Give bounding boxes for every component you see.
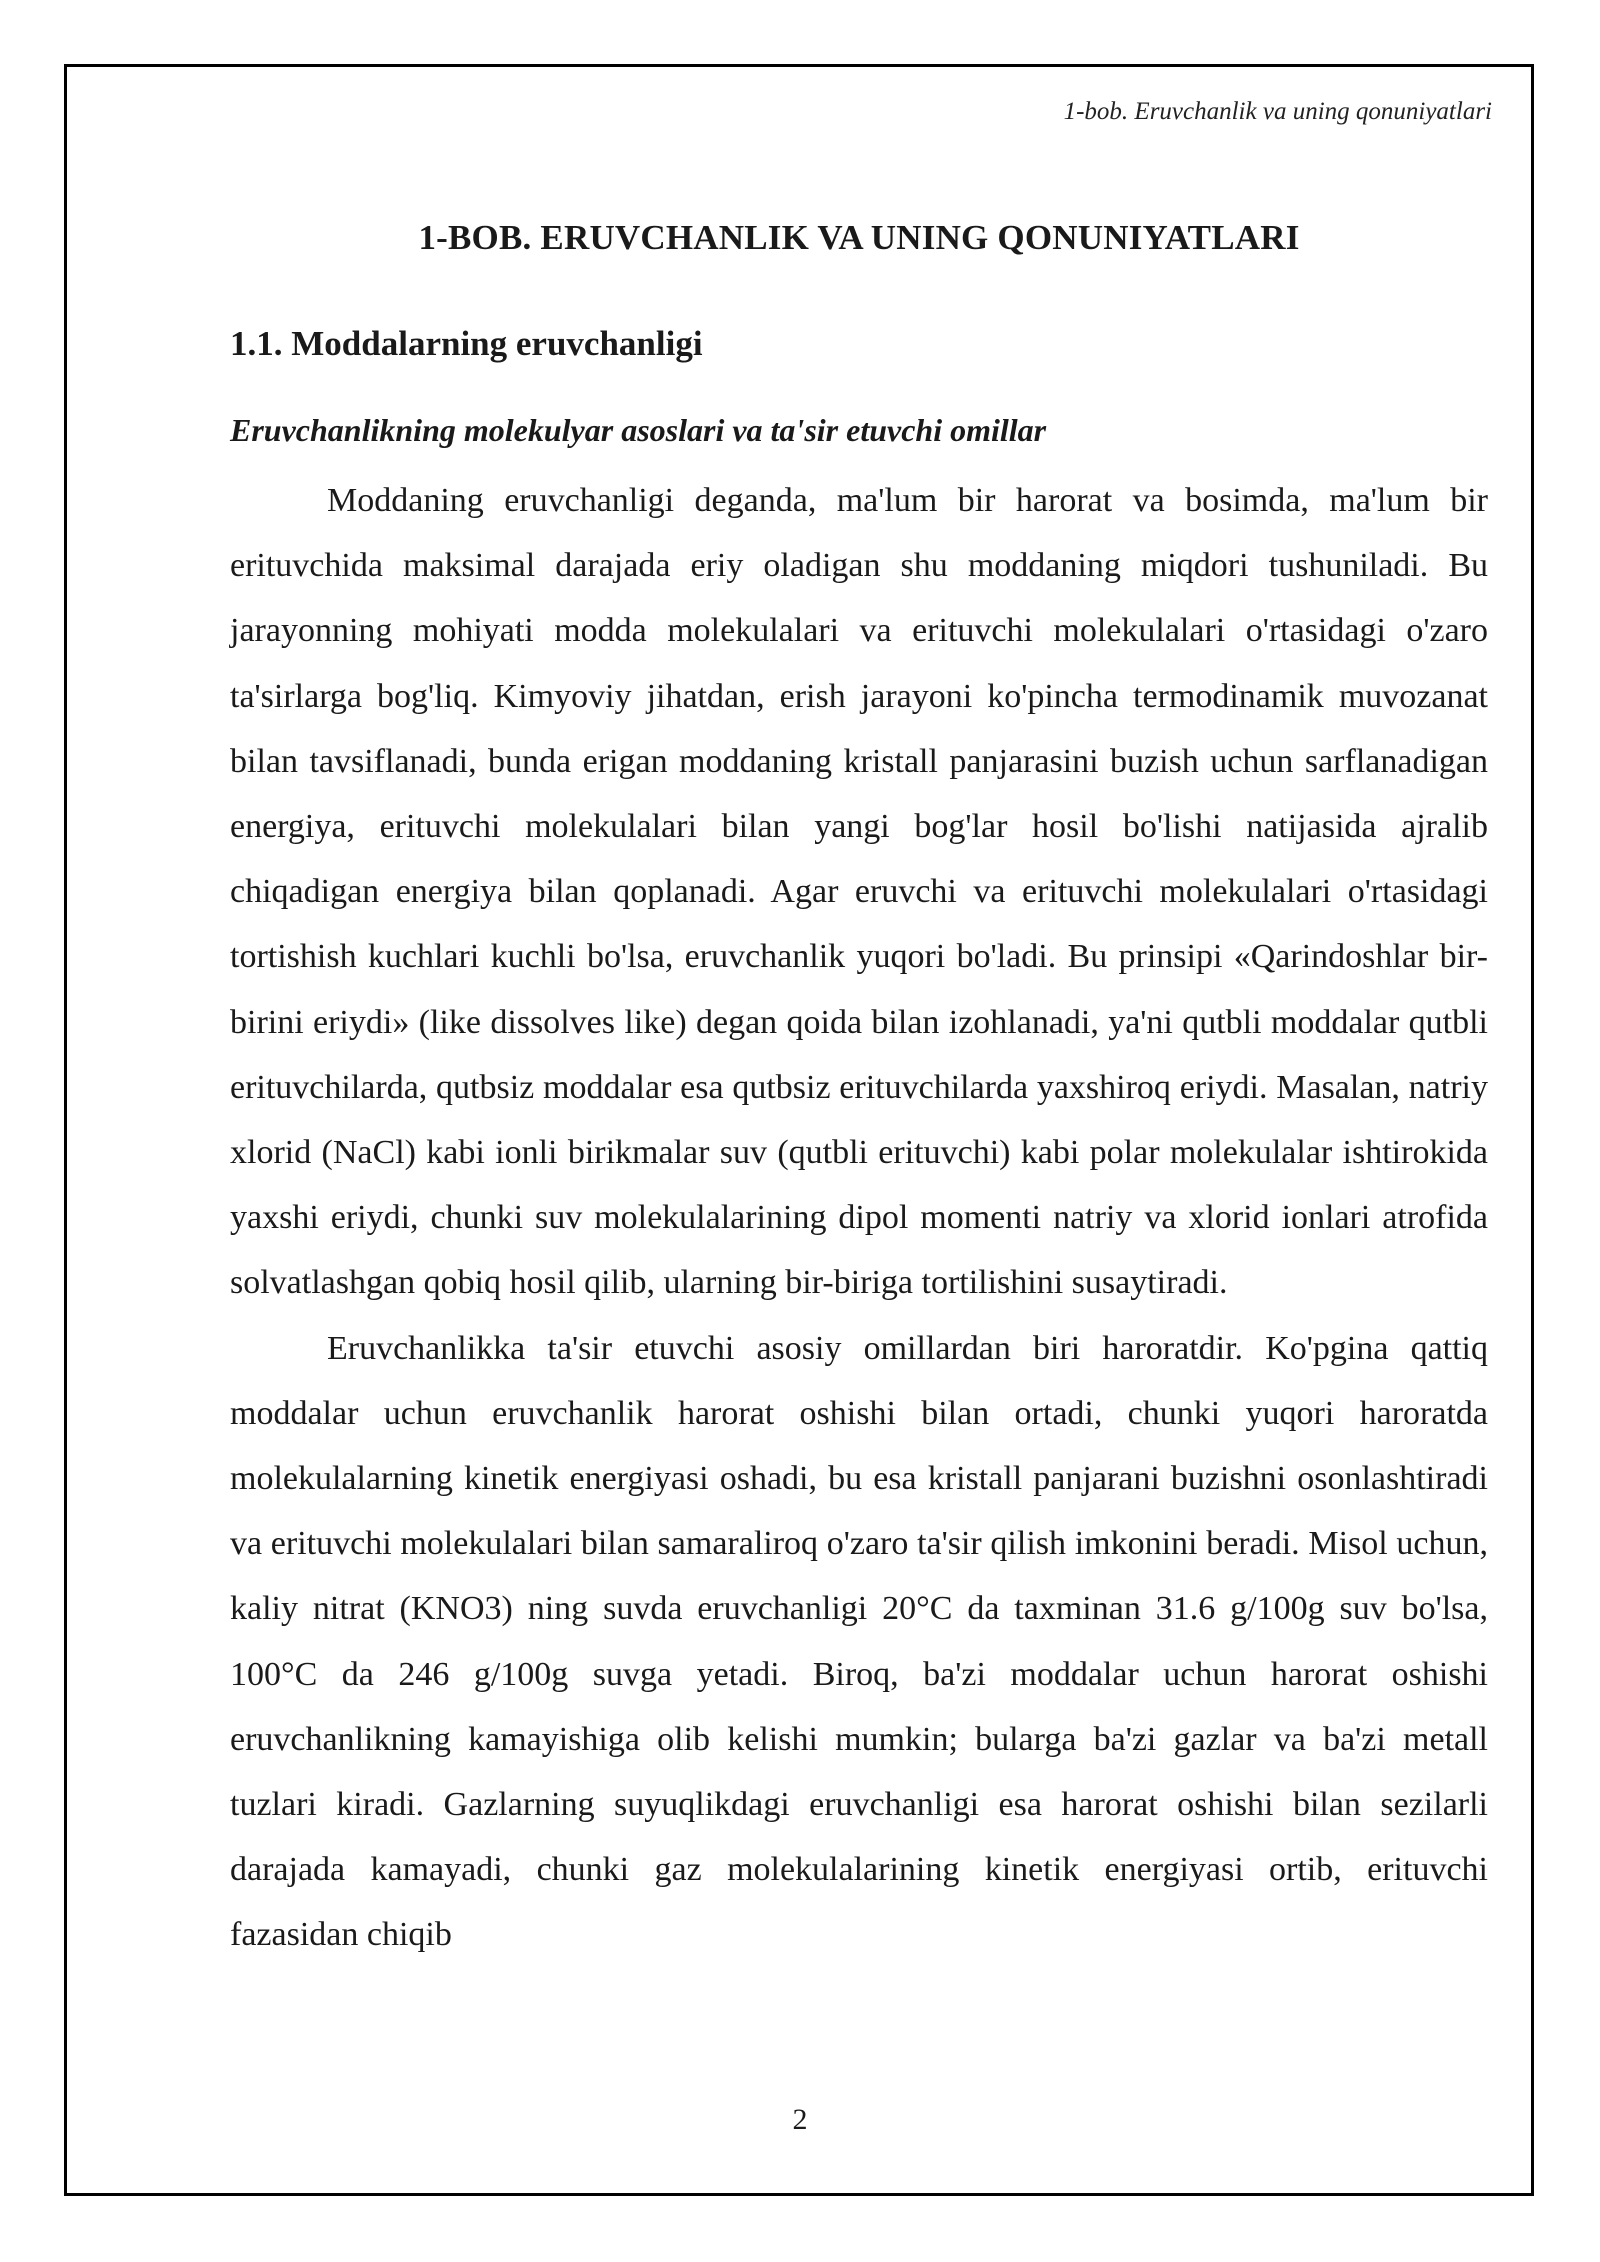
- subsection-title: Eruvchanlikning molekulyar asoslari va ta'sir etuvchi omillar: [230, 412, 1047, 448]
- body-paragraph: Eruvchanlikka ta'sir etuvchi asosiy omillardan biri haroratdir. Ko'pgina qattiq moddalar uchun eruvchanlik harorat oshishi bilan ortadi, chunki yuqori haroratda molekulalarning kinetik energiyasi oshadi, bu esa kristall panjarani buzishni osonlashtiradi va erituvchi molekulalari bilan samaraliroq o'zaro ta'sir qilish imkonini beradi. Misol uchun, kaliy nitrat (KNO3) ning suvda eruvchanligi 20°C da taxminan 31.6 g/100g suv bo'lsa, 100°C da 246 g/100g suvga yetadi. Biroq, ba'zi moddalar uchun harorat oshishi eruvchanlikning kamayishiga olib kelishi mumkin; bularga ba'zi gazlar va ba'zi metall tuzlari kiradi. Gazlarning suyuqlikdagi eruvchanligi esa harorat oshishi bilan sezilarli darajada kamayadi, chunki gaz molekulalarining kinetik energiyasi ortib, erituvchi fazasidan chiqib: [230, 1329, 1488, 1954]
- section-title: 1.1. Moddalarning eruvchanligi: [230, 324, 703, 363]
- running-header: 1-bob. Eruvchanlik va uning qonuniyatlari: [1063, 98, 1492, 125]
- page-number: 2: [792, 2103, 808, 2136]
- body-paragraph: Moddaning eruvchanligi deganda, ma'lum bir harorat va bosimda, ma'lum bir erituvchida maksimal darajada eriy oladigan shu moddaning miqdori tushuniladi. Bu jarayonning mohiyati modda molekulalari va erituvchi molekulalari o'rtasidagi o'zaro ta'sirlarga bog'liq. Kimyoviy jihatdan, erish jarayoni ko'pincha termodinamik muvozanat bilan tavsiflanadi, bunda erigan moddaning kristall panjarasini buzish uchun sarflanadigan energiya, erituvchi molekulalari bilan yangi bog'lar hosil bo'lishi natijasida ajralib chiqadigan energiya bilan qoplanadi. Agar eruvchi va erituvchi molekulalari o'rtasidagi tortishish kuchlari kuchli bo'lsa, eruvchanlik yuqori bo'ladi. Bu prinsipi «Qarindoshlar bir-birini eriydi» (like dissolves like) degan qoida bilan izohlanadi, ya'ni qutbli moddalar qutbli erituvchilarda, qutbsiz moddalar esa qutbsiz erituvchilarda yaxshiroq eriydi. Masalan, natriy xlorid (NaCl) kabi ionli birikmalar suv (qutbli erituvchi) kabi polar molekulalar ishtirokida yaxshi eriydi, chunki suv molekulalarining dipol momenti natriy va xlorid ionlari atrofida solvatlashgan qobiq hosil qilib, ularning bir-biriga tortilishini susaytiradi.: [230, 482, 1488, 1302]
- chapter-title: 1-BOB. ERUVCHANLIK VA UNING QONUNIYATLARI: [418, 218, 1300, 257]
- document-body: [230, 212, 1488, 1968]
